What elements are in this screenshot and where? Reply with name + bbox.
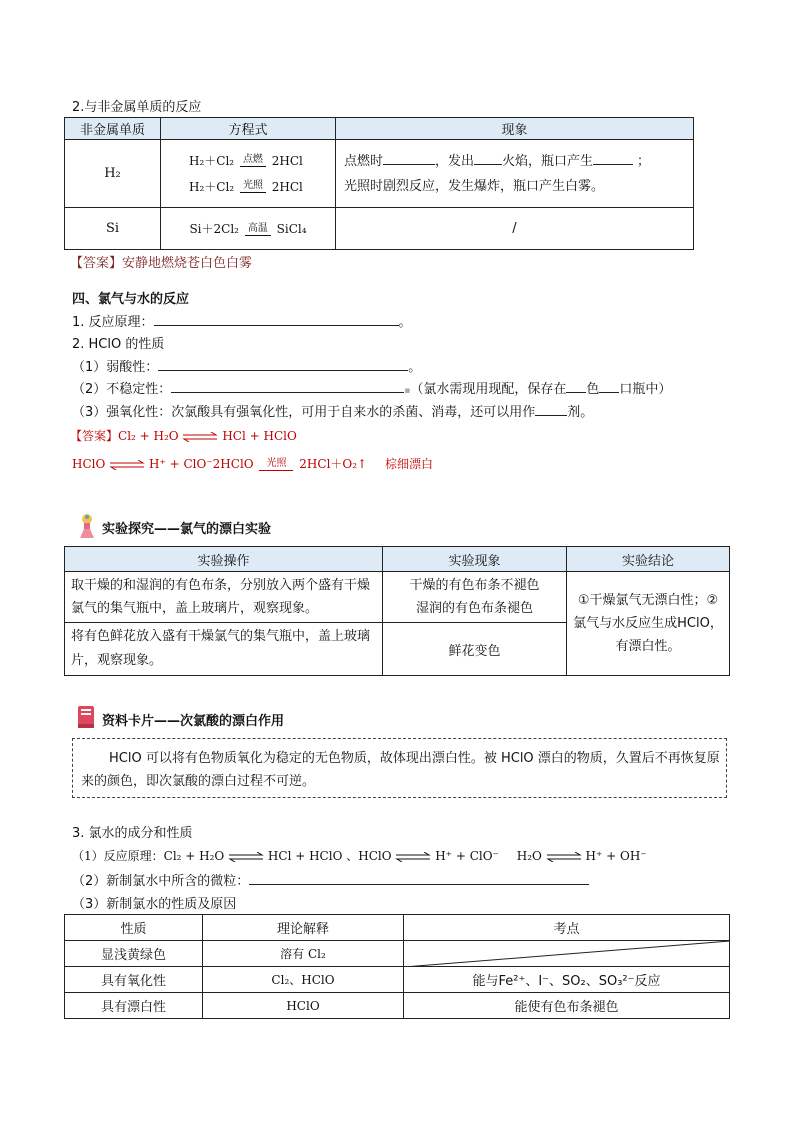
reaction-condition: 光照: [266, 457, 287, 469]
book-icon: [76, 704, 96, 730]
cell-si-equation: [161, 208, 336, 250]
observation-text: 湿润的有色布条褪色: [415, 601, 533, 616]
equilibrium-arrow-icon: [395, 852, 431, 862]
fill-blank[interactable]: [535, 404, 567, 416]
table-header: 理论解释: [203, 915, 404, 941]
table-cell: 能与Fe²⁺、I⁻、SO₂、SO₃²⁻反应: [404, 967, 730, 993]
line-text: （3）强氧化性：次氯酸具有强氧化性，可用于自来水的杀菌、消毒，还可以用作: [72, 405, 536, 420]
cell-h2-observation: [336, 140, 694, 208]
line-text: （氯水需现用现配，保存在: [410, 382, 567, 397]
fill-blank[interactable]: [474, 153, 502, 165]
equation-right: 2HCl: [271, 153, 303, 168]
nonmetal-table: [64, 117, 694, 250]
experiment-observation: [383, 572, 567, 623]
equation-part: H₂O: [516, 849, 542, 863]
experiment-operation: 取干燥的和湿润的有色布条，分别放入两个盛有干燥氯气的集气瓶中，盖上玻璃片，观察现象。: [65, 572, 383, 623]
table-header: 性质: [65, 915, 203, 941]
table-cell: 具有漂白性: [65, 993, 203, 1019]
table-header: 实验结论: [567, 547, 730, 572]
reaction-condition: 光照: [242, 180, 263, 191]
fill-blank[interactable]: [154, 314, 399, 326]
line-text: 色: [586, 382, 600, 397]
table-header: 方程式: [161, 118, 336, 140]
observation-text: ，发出: [435, 153, 475, 169]
reaction-principle-line: [72, 847, 647, 864]
table-cell: 具有氧化性: [65, 967, 203, 993]
table-header: 非金属单质: [65, 118, 161, 140]
table-cell: HClO: [203, 993, 404, 1019]
info-card-box: [72, 738, 727, 798]
section-title-chlorine-water-composition: 3. 氯水的成分和性质: [72, 826, 193, 841]
observation-text: 光照时剧烈反应，发生爆炸，瓶口产生白雾。: [344, 178, 605, 194]
chlorine-water-table: [64, 914, 730, 1019]
fill-blank[interactable]: [158, 359, 408, 371]
properties-heading: （3）新制氯水的性质及原因: [72, 897, 237, 912]
reaction-condition: 高温: [247, 222, 268, 234]
instability-line: （2）不稳定性： ▪（氯水需现用现配，保存在 色 口瓶中）: [72, 382, 672, 397]
section-title-nonmetal: 2.与非金属单质的反应: [72, 100, 202, 115]
diagonal-slash: [404, 941, 730, 967]
table-cell-slashed: [404, 941, 730, 967]
equilibrium-arrow-icon: [182, 432, 218, 442]
reaction-condition: 点燃: [242, 154, 263, 165]
answer-label: 【答案】: [70, 429, 119, 443]
observation-text: ；: [637, 153, 651, 169]
oxidizing-line: [72, 401, 593, 420]
table-cell: 溶有 Cl₂: [203, 941, 404, 967]
fill-blank[interactable]: [383, 153, 435, 165]
equation-part: 2HCl＋O₂↑: [299, 457, 368, 471]
section-title-chlorine-water: 四、氯气与水的反应: [72, 292, 190, 307]
table-header: 考点: [404, 915, 730, 941]
equilibrium-arrow-icon: [228, 852, 264, 862]
fill-blank[interactable]: [249, 873, 589, 885]
equation-part: HCl + HClO 、HClO: [267, 849, 392, 863]
fill-blank[interactable]: [171, 381, 404, 393]
cell-h2: H₂: [65, 140, 161, 208]
reaction-arrow: [245, 224, 271, 236]
line-text: 口瓶中）: [619, 382, 672, 397]
line-text: 。: [408, 360, 422, 375]
equilibrium-arrow-icon: [546, 852, 582, 862]
hclo-properties-heading: 2. HClO 的性质: [72, 337, 165, 352]
equation-part: H⁺ + OH⁻: [585, 849, 647, 863]
observation-text: 干燥的有色布条不褪色: [409, 578, 540, 593]
table-cell: 显浅黄绿色: [65, 941, 203, 967]
equation-part: HClO: [72, 457, 106, 471]
observation-text: 火焰，瓶口产生: [502, 153, 594, 169]
cell-si-observation: /: [336, 208, 694, 250]
cell-h2-equations: [161, 140, 336, 208]
answer-text: 【答案】安静地燃烧苍白色白雾: [70, 256, 253, 271]
experiment-icon: [76, 512, 98, 540]
reaction-arrow: [240, 181, 266, 193]
equation-part: H⁺ + ClO⁻2HClO: [148, 457, 254, 471]
particles-line: [72, 870, 589, 889]
cell-si: Si: [65, 208, 161, 250]
fill-blank[interactable]: [599, 381, 619, 393]
equation-right: HCl + HClO: [222, 429, 297, 443]
answer-equation-2: [72, 455, 433, 472]
experiment-observation: 鲜花变色: [383, 623, 567, 676]
equilibrium-arrow-icon: [109, 460, 145, 470]
answer-text: 棕细漂白: [384, 457, 433, 471]
equation-right: 2HCl: [271, 179, 303, 194]
equation-part: H⁺ + ClO⁻: [435, 849, 499, 863]
observation-text: 点燃时: [344, 153, 384, 169]
table-header: 实验操作: [65, 547, 383, 572]
reaction-arrow: [240, 155, 266, 167]
experiment-table: [64, 546, 730, 676]
line-text: 剂。: [567, 405, 594, 420]
fill-blank[interactable]: [593, 153, 633, 165]
table-cell: Cl₂、HClO: [203, 967, 404, 993]
line-text: 。: [398, 315, 412, 330]
table-cell: 能使有色布条褪色: [404, 993, 730, 1019]
experiment-operation: 将有色鲜花放入盛有干燥氯气的集气瓶中，盖上玻璃片，观察现象。: [65, 623, 383, 676]
fill-blank[interactable]: [566, 381, 586, 393]
equation-left: H₂＋Cl₂: [189, 179, 235, 194]
table-header: 实验现象: [383, 547, 567, 572]
equation-left: H₂＋Cl₂: [189, 153, 235, 168]
answer-equation-1: [70, 427, 297, 444]
line-text: （2）不稳定性：: [72, 382, 172, 397]
equation-left: Si＋2Cl₂: [189, 222, 239, 236]
experiment-conclusion: ①干燥氯气无漂白性；②氯气与水反应生成HClO，有漂白性。: [567, 572, 730, 676]
line-text: （1）弱酸性：: [72, 360, 159, 375]
weak-acid-line: [72, 356, 421, 375]
card-title: 资料卡片——次氯酸的漂白作用: [102, 714, 285, 729]
line-text: （2）新制氯水中所含的微粒：: [72, 874, 250, 889]
equation-left: Cl₂ + H₂O: [118, 429, 179, 443]
principle-line: [72, 311, 412, 330]
card-text: HClO 可以将有色物质氧化为稳定的无色物质，故体现出漂白性。被 HClO 漂白的物质，久置后不再恢复原来的颜色，即次氯酸的漂白过程不可逆。: [81, 751, 720, 789]
reaction-arrow: [259, 459, 293, 471]
line-text: 1. 反应原理：: [72, 315, 154, 330]
equation-right: SiCl₄: [276, 222, 307, 236]
experiment-title: 实验探究——氯气的漂白实验: [102, 522, 272, 537]
equation-part: （1）反应原理：Cl₂ + H₂O: [72, 849, 225, 863]
table-header: 现象: [336, 118, 694, 140]
